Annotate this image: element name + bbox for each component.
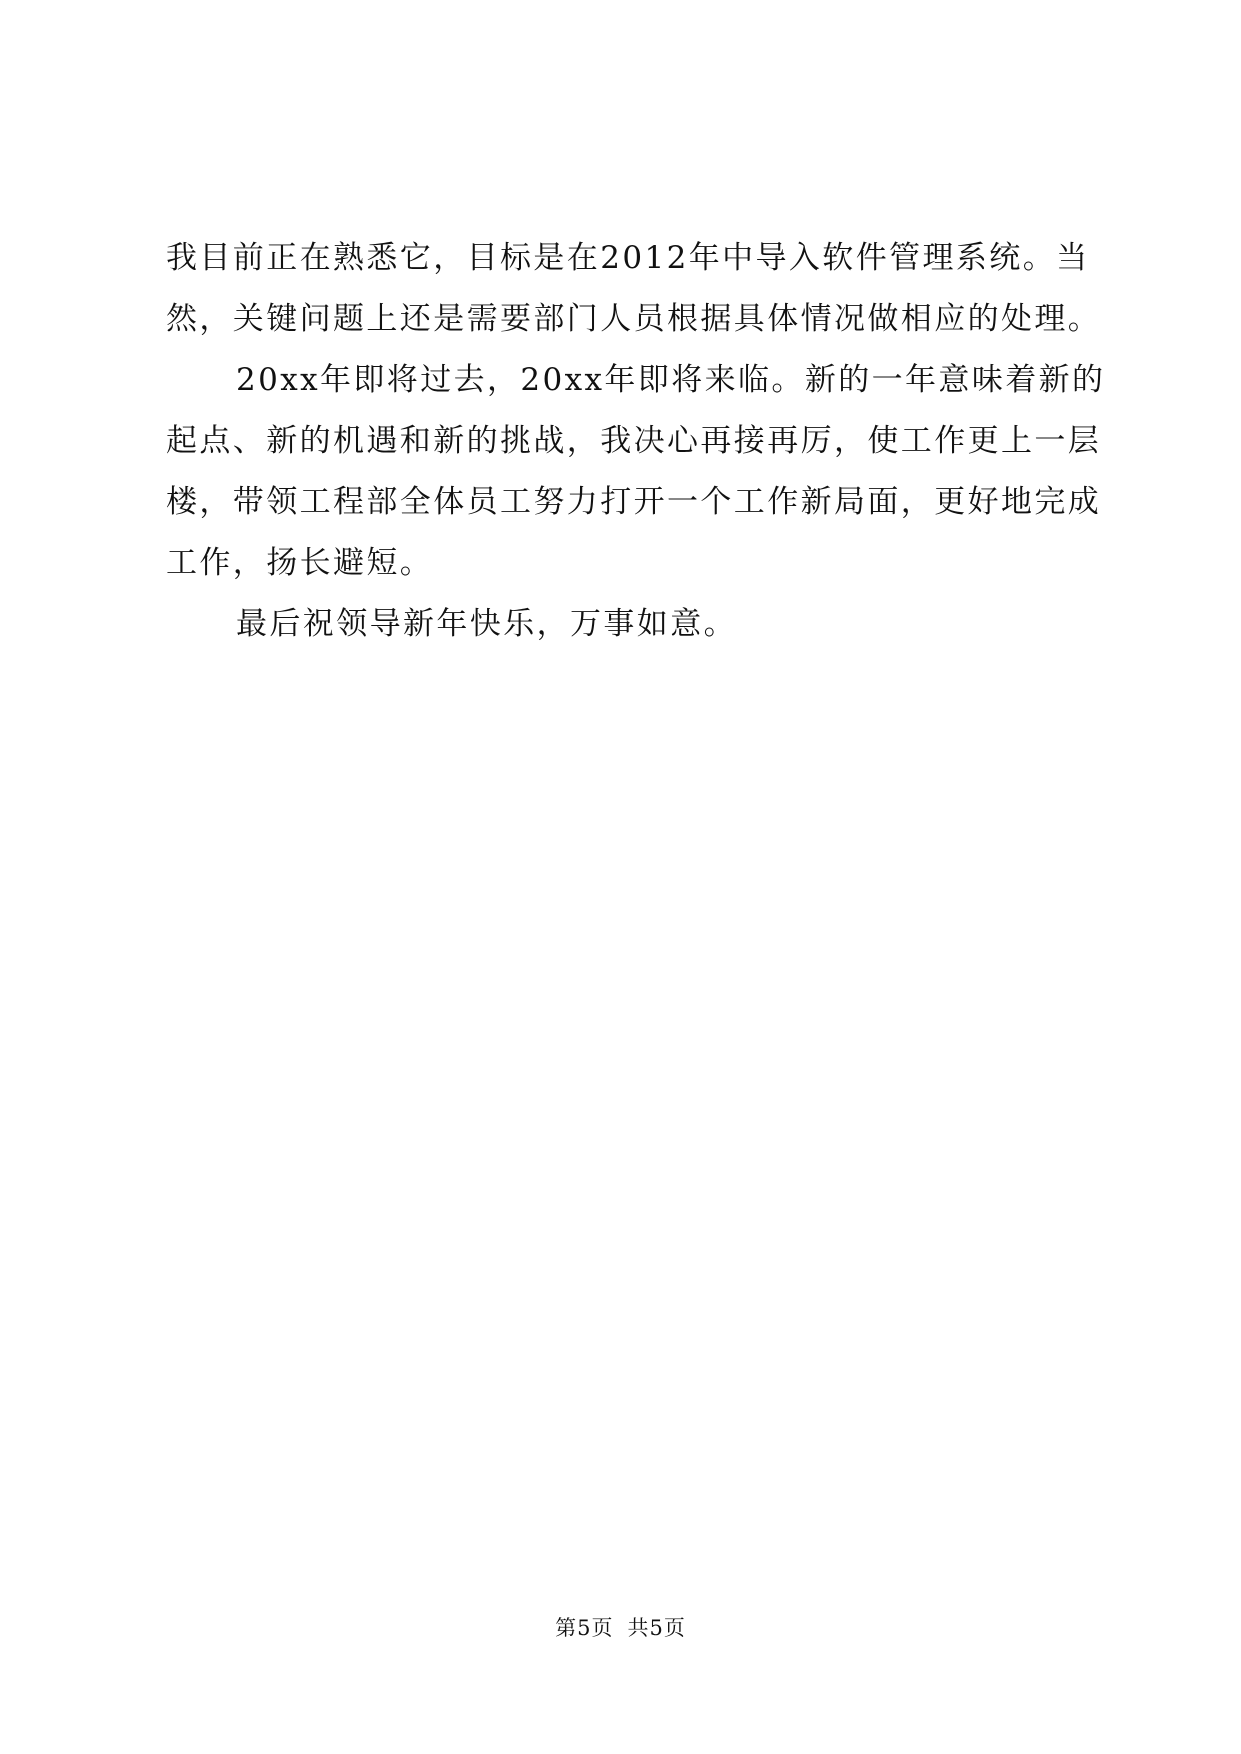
paragraph-line: 最后祝领导新年快乐，万事如意。: [236, 606, 737, 642]
paragraph-line: 工作，扬长避短。: [166, 545, 434, 581]
paragraph-line: 20xx年即将过去，20xx年即将来临。新的一年意味着新的: [236, 362, 1106, 398]
page-footer: [0, 1612, 1241, 1642]
document-body: [166, 228, 1106, 655]
page-number-current: 第5页: [555, 1616, 614, 1640]
paragraph-line: 楼，带领工程部全体员工努力打开一个工作新局面，更好地完成: [166, 484, 1102, 520]
paragraph-line: 我目前正在熟悉它，目标是在2012年中导入软件管理系统。当: [166, 240, 1090, 276]
paragraph-line: 然，关键问题上还是需要部门人员根据具体情况做相应的处理。: [166, 301, 1102, 337]
page-number-total: 共5页: [627, 1616, 686, 1640]
paragraph-line: 起点、新的机遇和新的挑战，我决心再接再厉，使工作更上一层: [166, 423, 1102, 459]
